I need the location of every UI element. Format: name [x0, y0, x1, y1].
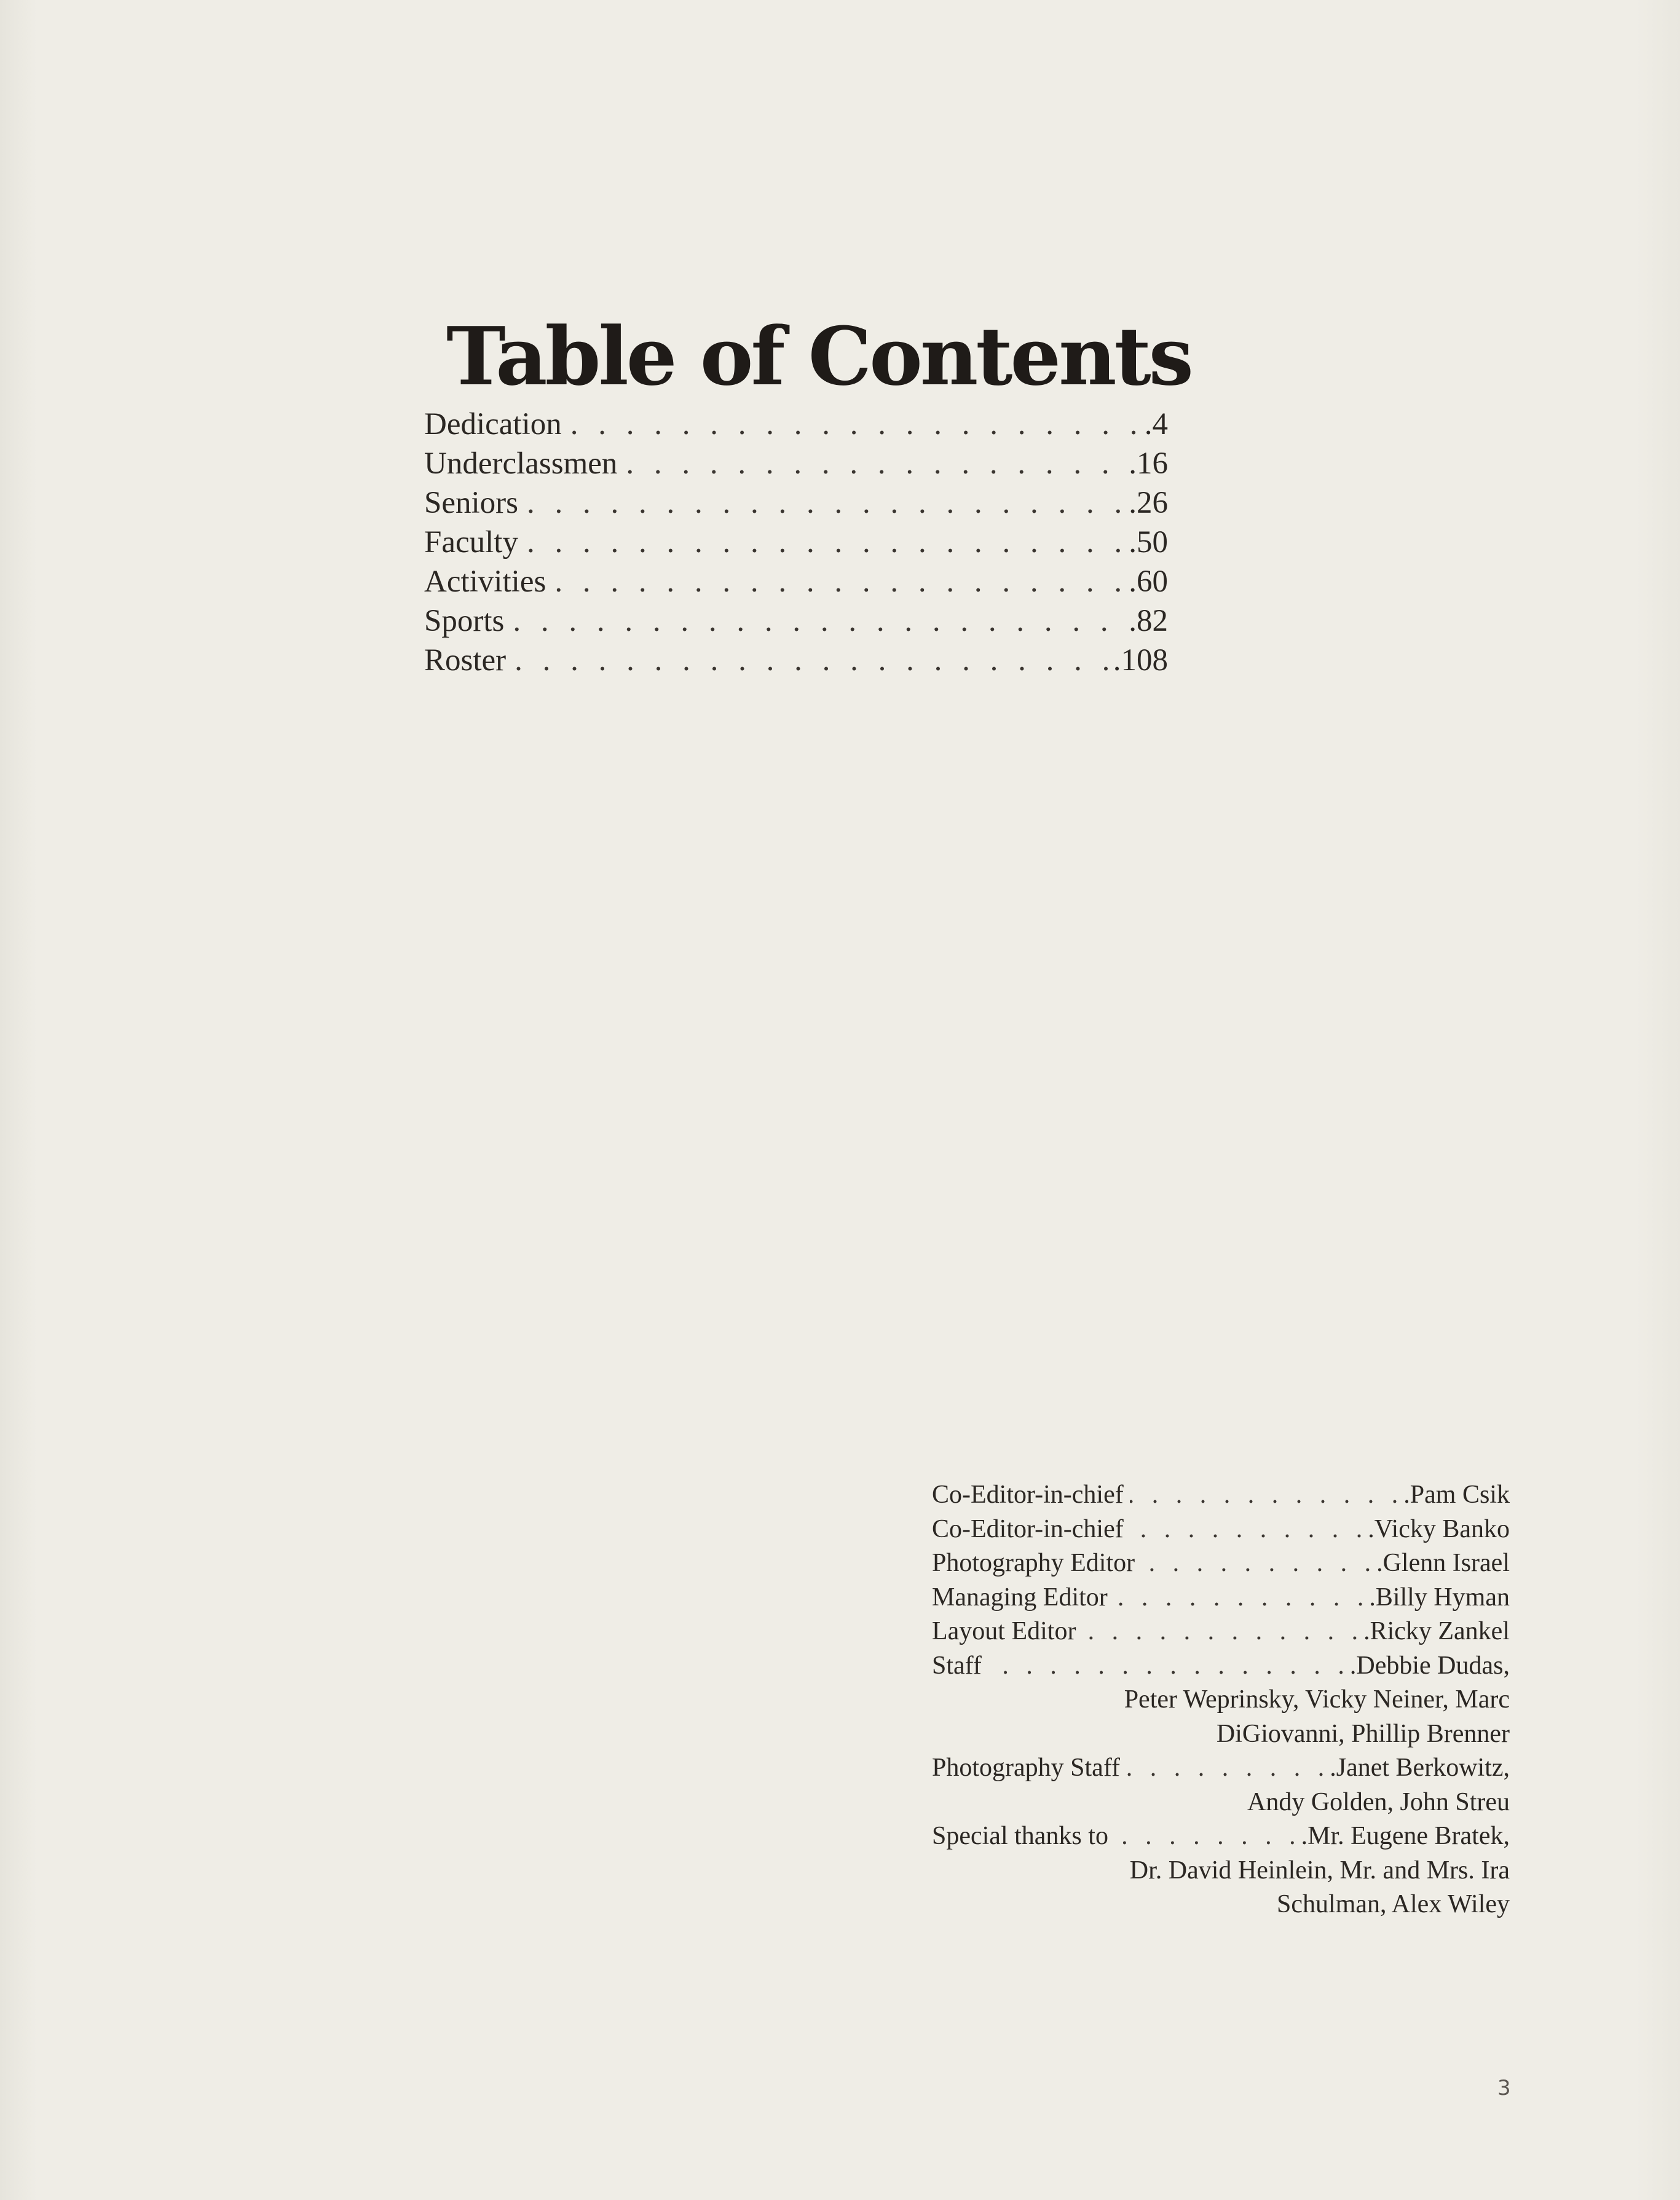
credit-continuation: DiGiovanni, Phillip Brenner	[1216, 1719, 1510, 1748]
toc-entry-dedication	[424, 405, 1168, 444]
dot-leader	[527, 483, 1129, 523]
credit-layout-editor	[932, 1615, 1510, 1649]
credit-continuation: Andy Golden, John Streu	[1247, 1787, 1510, 1816]
toc-page: .60	[1129, 564, 1168, 599]
staff-credits	[932, 1478, 1510, 1922]
dot-leader	[1082, 1615, 1363, 1649]
page-number: 3	[1497, 2076, 1511, 2100]
credit-role: Photography Staff	[932, 1754, 1121, 1782]
credit-name: .Debbie Dudas,	[1349, 1651, 1510, 1680]
credit-photography-staff	[932, 1751, 1510, 1786]
toc-page: .4	[1144, 407, 1168, 441]
dot-leader	[988, 1649, 1350, 1684]
credit-co-editor	[932, 1513, 1510, 1547]
dot-leader	[1141, 1546, 1376, 1581]
dot-leader	[515, 641, 1113, 680]
credit-staff	[932, 1649, 1510, 1684]
toc-page: .50	[1129, 525, 1168, 560]
dot-leader	[527, 523, 1129, 562]
toc-label: Roster	[424, 643, 507, 678]
credit-name: .Pam Csik	[1403, 1481, 1510, 1509]
dot-leader	[513, 601, 1129, 641]
dot-leader	[1126, 1751, 1330, 1786]
credit-name: .Mr. Eugene Bratek,	[1301, 1822, 1510, 1850]
table-of-contents	[424, 405, 1168, 680]
page-title: Table of Contents	[446, 309, 1191, 404]
toc-label: Underclassmen	[424, 446, 618, 481]
toc-page: .16	[1129, 446, 1168, 481]
credit-name: .Glenn Israel	[1376, 1549, 1510, 1577]
toc-label: Activities	[424, 564, 546, 599]
toc-label: Sports	[424, 604, 505, 638]
credit-continuation: Dr. David Heinlein, Mr. and Mrs. Ira	[1129, 1856, 1510, 1885]
credit-role: Photography Editor	[932, 1549, 1135, 1577]
dot-leader	[1114, 1581, 1370, 1615]
toc-page: .26	[1129, 486, 1168, 520]
toc-label: Faculty	[424, 525, 518, 560]
credit-role: Managing Editor	[932, 1583, 1108, 1612]
credit-special-thanks	[932, 1819, 1510, 1854]
toc-entry-seniors	[424, 483, 1168, 523]
credit-photography-editor	[932, 1546, 1510, 1581]
credit-name: .Ricky Zankel	[1363, 1617, 1510, 1645]
credit-role: Co-Editor-in-chief	[932, 1481, 1124, 1509]
dot-leader	[1130, 1478, 1404, 1513]
toc-entry-roster	[424, 641, 1168, 680]
credit-role: Staff	[932, 1651, 982, 1680]
toc-entry-underclassmen	[424, 444, 1168, 483]
toc-entry-activities	[424, 562, 1168, 601]
dot-leader	[626, 444, 1129, 483]
dot-leader	[1130, 1513, 1368, 1547]
credit-name: .Billy Hyman	[1369, 1583, 1510, 1612]
credit-continuation: Peter Weprinsky, Vicky Neiner, Marc	[1124, 1685, 1510, 1714]
dot-leader	[570, 405, 1145, 444]
toc-entry-faculty	[424, 523, 1168, 562]
toc-entry-sports	[424, 601, 1168, 641]
credit-role: Co-Editor-in-chief	[932, 1514, 1124, 1543]
credit-managing-editor	[932, 1581, 1510, 1615]
credit-name: .Janet Berkowitz,	[1330, 1754, 1510, 1782]
toc-label: Dedication	[424, 407, 562, 441]
toc-page: .108	[1113, 643, 1168, 678]
credit-role: Layout Editor	[932, 1617, 1076, 1645]
credit-name: .Vicky Banko	[1368, 1514, 1510, 1543]
credit-continuation: Schulman, Alex Wiley	[1277, 1890, 1510, 1918]
toc-label: Seniors	[424, 486, 518, 520]
dot-leader	[1114, 1819, 1301, 1854]
dot-leader	[554, 562, 1129, 601]
credit-role: Special thanks to	[932, 1822, 1108, 1850]
toc-page: .82	[1129, 604, 1168, 638]
credit-co-editor	[932, 1478, 1510, 1513]
